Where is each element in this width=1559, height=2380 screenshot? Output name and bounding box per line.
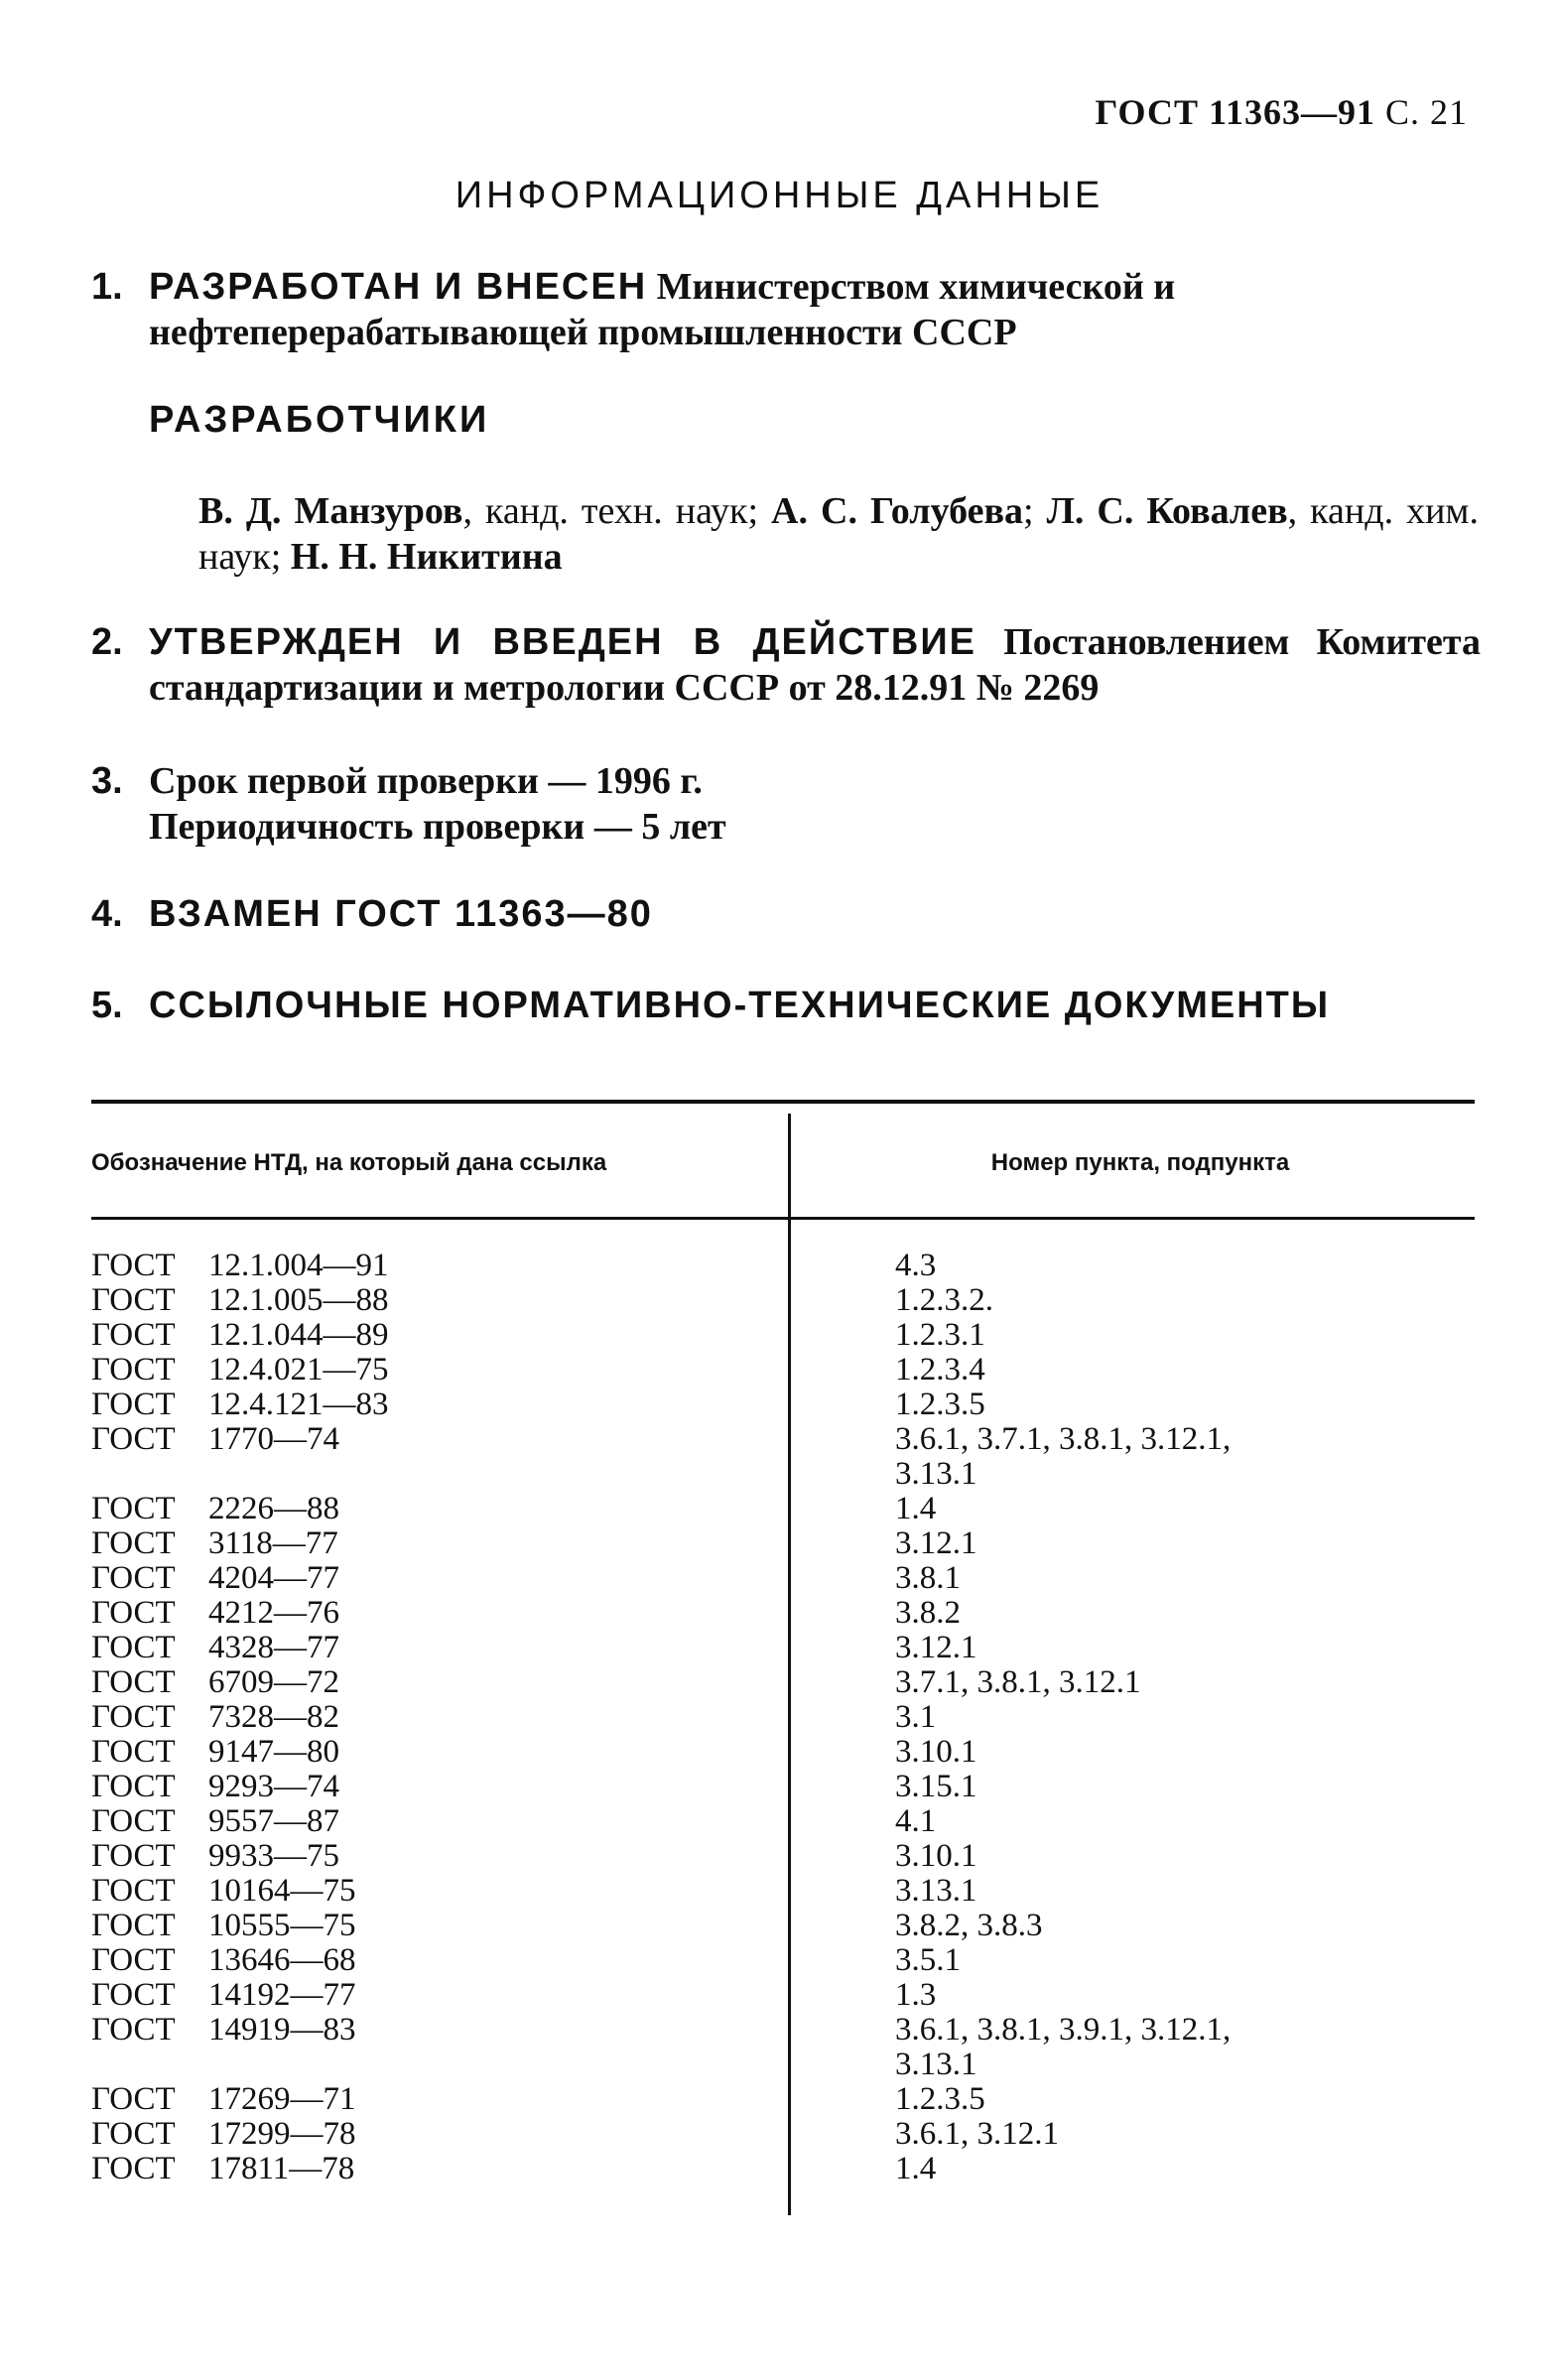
reference-prefix: ГОСТ [91, 1664, 176, 1700]
reference-prefix: ГОСТ [91, 1769, 176, 1804]
reference-document-cell [91, 1561, 895, 1596]
table-row [91, 1700, 1475, 1735]
item-heading: УТВЕРЖДЕН И ВВЕДЕН В ДЕЙСТВИЕ [149, 621, 977, 663]
reference-document-cell [91, 1283, 895, 1318]
item-number: 4. [91, 893, 123, 935]
reference-prefix: ГОСТ [91, 2081, 176, 2117]
clause-number-cell: 3.8.2, 3.8.3 [895, 1908, 1043, 1943]
table-row [91, 2048, 1475, 2082]
separator: ; [1023, 490, 1047, 532]
table-row [91, 1457, 1475, 1492]
reference-number: 12.1.005—88 [208, 1282, 389, 1318]
reference-document-cell [91, 1526, 895, 1561]
reference-document-cell [91, 1388, 895, 1422]
reference-prefix: ГОСТ [91, 1734, 176, 1770]
reference-number: 9147—80 [208, 1734, 339, 1770]
reference-document-cell [91, 1770, 895, 1804]
table-row [91, 2013, 1475, 2048]
item-review-period [91, 758, 1481, 850]
reference-document-cell [91, 2048, 895, 2082]
reference-number: 12.1.004—91 [208, 1248, 389, 1283]
clause-number-cell: 3.7.1, 3.8.1, 3.12.1 [895, 1664, 1141, 1700]
reference-prefix: ГОСТ [91, 2012, 176, 2048]
reference-number: 7328—82 [208, 1699, 339, 1735]
reference-prefix: ГОСТ [91, 1525, 176, 1561]
clause-number-cell: 1.3 [895, 1977, 937, 2013]
reference-document-cell [91, 2117, 895, 2152]
clause-number-cell: 1.2.3.5 [895, 2081, 985, 2117]
clause-number-cell: 1.4 [895, 1491, 937, 1526]
developer-name: В. Д. Манзуров [198, 490, 463, 532]
table-row [91, 1665, 1475, 1700]
column-header-clause: Номер пункта, подпункта [990, 1149, 1290, 1176]
reference-document-cell [91, 1353, 895, 1388]
developer-name: А. С. Голубева [771, 490, 1023, 532]
reference-document-cell [91, 1318, 895, 1353]
reference-document-cell [91, 1700, 895, 1735]
table-row [91, 1561, 1475, 1596]
reference-number: 9293—74 [208, 1769, 339, 1804]
developer-name: Л. С. Ковалев [1046, 490, 1288, 532]
item-heading: ССЫЛОЧНЫЕ НОРМАТИВНО-ТЕХНИЧЕСКИЕ ДОКУМЕНТЫ [149, 985, 1331, 1026]
item-number: 3. [91, 760, 123, 802]
reference-number: 13646—68 [208, 1942, 356, 1978]
reference-number: 3118—77 [208, 1525, 338, 1561]
clause-number-cell: 3.12.1 [895, 1630, 977, 1665]
item-number: 5. [91, 985, 123, 1026]
table-row [91, 1909, 1475, 1943]
table-row [91, 1526, 1475, 1561]
item-approved [91, 619, 1481, 711]
reference-number: 1770—74 [208, 1421, 339, 1457]
reference-prefix: ГОСТ [91, 1421, 176, 1457]
table-row [91, 1770, 1475, 1804]
reference-prefix: ГОСТ [91, 1630, 176, 1665]
reference-number: 14919—83 [208, 2012, 356, 2048]
table-row [91, 1874, 1475, 1909]
table-row [91, 1839, 1475, 1874]
reference-number: 9557—87 [208, 1803, 339, 1839]
item-number: 1. [91, 266, 123, 308]
reference-document-cell [91, 2082, 895, 2117]
table-row [91, 1943, 1475, 1978]
reference-prefix: ГОСТ [91, 2151, 176, 2186]
clause-number-cell: 1.2.3.2. [895, 1282, 993, 1318]
reference-number: 4204—77 [208, 1560, 339, 1596]
reference-document-cell [91, 1874, 895, 1909]
document-title: ИНФОРМАЦИОННЫЕ ДАННЫЕ [455, 175, 1104, 216]
reference-document-cell [91, 1839, 895, 1874]
reference-prefix: ГОСТ [91, 1387, 176, 1422]
clause-number-cell: 3.6.1, 3.7.1, 3.8.1, 3.12.1, [895, 1421, 1232, 1457]
clause-number-cell: 1.2.3.5 [895, 1387, 985, 1422]
review-frequency-line: Периодичность проверки — 5 лет [149, 806, 726, 848]
reference-document-cell [91, 1735, 895, 1770]
item-heading: ВЗАМЕН ГОСТ 11363—80 [149, 893, 653, 935]
reference-prefix: ГОСТ [91, 1873, 176, 1909]
reference-document-cell [91, 2013, 895, 2048]
developer-degree: , канд. техн. наук; [462, 490, 772, 532]
reference-number: 12.4.121—83 [208, 1387, 389, 1422]
clause-number-cell: 3.13.1 [895, 2047, 977, 2082]
reference-document-cell [91, 1249, 895, 1283]
reference-number: 17299—78 [208, 2116, 356, 2152]
developers-list [198, 488, 1479, 580]
reference-document-cell [91, 1943, 895, 1978]
table-body [91, 1249, 1475, 2186]
reference-number: 17269—71 [208, 2081, 356, 2117]
table-row [91, 2082, 1475, 2117]
table-row [91, 1249, 1475, 1283]
reference-prefix: ГОСТ [91, 1352, 176, 1388]
item-number: 2. [91, 621, 123, 663]
clause-number-cell: 3.6.1, 3.12.1 [895, 2116, 1059, 2152]
reference-prefix: ГОСТ [91, 1282, 176, 1318]
reference-number: 4328—77 [208, 1630, 339, 1665]
reference-number: 6709—72 [208, 1664, 339, 1700]
clause-number-cell: 3.1 [895, 1699, 937, 1735]
clause-number-cell: 3.12.1 [895, 1525, 977, 1561]
reference-document-cell [91, 1457, 895, 1492]
reference-prefix: ГОСТ [91, 1838, 176, 1874]
table-top-rule [91, 1100, 1475, 1104]
table-row [91, 1978, 1475, 2013]
table-row [91, 1804, 1475, 1839]
reference-number: 2226—88 [208, 1491, 339, 1526]
reference-prefix: ГОСТ [91, 1942, 176, 1978]
reference-number: 17811—78 [208, 2151, 355, 2186]
developers-heading: РАЗРАБОТЧИКИ [149, 399, 490, 441]
clause-number-cell: 3.6.1, 3.8.1, 3.9.1, 3.12.1, [895, 2012, 1232, 2048]
reference-document-cell [91, 1492, 895, 1526]
clause-number-cell: 3.5.1 [895, 1942, 961, 1978]
item-text: Министерством химической и нефтеперерабатывающей промышленности СССР [149, 266, 1176, 353]
reference-document-cell [91, 1422, 895, 1457]
reference-document-cell [91, 1804, 895, 1839]
clause-number-cell: 1.4 [895, 2151, 937, 2186]
clause-number-cell: 1.2.3.4 [895, 1352, 985, 1388]
table-row [91, 1422, 1475, 1457]
reference-number: 4212—76 [208, 1595, 339, 1631]
table-row [91, 2152, 1475, 2186]
item-reference-documents [91, 983, 1481, 1028]
table-row [91, 1388, 1475, 1422]
reference-document-cell [91, 1596, 895, 1631]
table-row [91, 1735, 1475, 1770]
clause-number-cell: 3.8.2 [895, 1595, 961, 1631]
first-review-line: Срок первой проверки — 1996 г. [149, 760, 703, 802]
reference-number: 14192—77 [208, 1977, 356, 2013]
reference-prefix: ГОСТ [91, 1699, 176, 1735]
clause-number-cell: 3.10.1 [895, 1838, 977, 1874]
reference-document-cell [91, 1665, 895, 1700]
reference-document-cell [91, 2152, 895, 2186]
page-header [1096, 91, 1469, 133]
reference-prefix: ГОСТ [91, 1560, 176, 1596]
table-row [91, 1631, 1475, 1665]
table-row [91, 1353, 1475, 1388]
reference-document-cell [91, 1978, 895, 2013]
clause-number-cell: 3.10.1 [895, 1734, 977, 1770]
reference-prefix: ГОСТ [91, 1977, 176, 2013]
reference-number: 9933—75 [208, 1838, 339, 1874]
reference-prefix: ГОСТ [91, 1248, 176, 1283]
reference-prefix: ГОСТ [91, 1908, 176, 1943]
item-replaces [91, 891, 1481, 937]
standard-number: ГОСТ 11363—91 [1095, 92, 1375, 132]
reference-number: 10164—75 [208, 1873, 356, 1909]
reference-document-cell [91, 1631, 895, 1665]
table-row [91, 1318, 1475, 1353]
item-heading: РАЗРАБОТАН И ВНЕСЕН [149, 266, 648, 308]
clause-number-cell: 3.8.1 [895, 1560, 961, 1596]
clause-number-cell: 3.13.1 [895, 1873, 977, 1909]
reference-number: 10555—75 [208, 1908, 356, 1943]
reference-prefix: ГОСТ [91, 1317, 176, 1353]
clause-number-cell: 4.1 [895, 1803, 937, 1839]
clause-number-cell: 3.15.1 [895, 1769, 977, 1804]
reference-prefix: ГОСТ [91, 1803, 176, 1839]
reference-prefix: ГОСТ [91, 1491, 176, 1526]
developer-name: Н. Н. Никитина [290, 536, 563, 578]
table-row [91, 1596, 1475, 1631]
reference-number: 12.1.044—89 [208, 1317, 389, 1353]
item-developed-by [91, 264, 1481, 355]
table-row [91, 1283, 1475, 1318]
clause-number-cell: 1.2.3.1 [895, 1317, 985, 1353]
reference-document-cell [91, 1909, 895, 1943]
table-row [91, 2117, 1475, 2152]
reference-prefix: ГОСТ [91, 1595, 176, 1631]
developer-degree: , канд. хим. наук; [198, 490, 1479, 578]
table-header-rule [91, 1217, 1475, 1220]
reference-number: 12.4.021—75 [208, 1352, 389, 1388]
column-header-document: Обозначение НТД, на который дана ссылка [91, 1149, 607, 1176]
item-text: Постановлением Комитета стандартизации и метрологии СССР от 28.12.91 № 2269 [149, 621, 1481, 709]
table-row [91, 1492, 1475, 1526]
page-number: С. 21 [1384, 92, 1468, 132]
clause-number-cell: 4.3 [895, 1248, 937, 1283]
clause-number-cell: 3.13.1 [895, 1456, 977, 1492]
reference-prefix: ГОСТ [91, 2116, 176, 2152]
